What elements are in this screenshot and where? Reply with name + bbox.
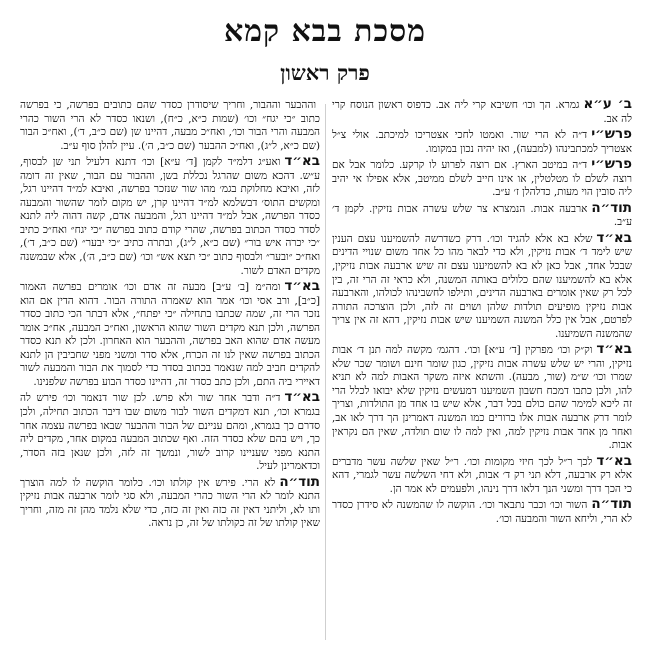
commentary-paragraph <box>332 498 632 526</box>
paragraph-heading: בא״ד <box>596 229 632 246</box>
paragraph-text: שלא בא אלא להגיד וכו׳. דרק כשדרשה להשמיענו עצם הענין שיש לימד ד׳ אבות נזיקין, ולא כדי לבאר מהו כל אחד משום שנויי הדינים שבכל אחד, אבל כאן לא בא להשמיענו עצם זה שיש ארבעה אבות נזיקין, אלא בא להשמיענו שהם כלולים באותה המשנה, ולא כראי זה הרי זה, בין לכל רק שאין אומרים בארבעה הדינים, ותילפו לחשבינהו לכולהו, והארבעה אבות נזיקין מופיעים תולדות שלהן ושוים זה לזה, ולכן הוצרכה התורה לפרטם, אבל אין כלל המשנה השמיענו שיש אבות נזיקין, דהא זה אין צריך שהמשנה השמיענו. <box>332 232 632 340</box>
commentary-paragraph <box>20 155 320 278</box>
paragraph-text: ד״ה במיטב הארץ. אם רוצה לפרוע לו קרקע. כלומר אבל אם רוצה לשלם לו מטלטלין, או אינו חייב לשלם ממיטב, אלא אפילו אי יהיב ליה סובין הוי מעות, כדלהלן ז׳ ע״ב. <box>332 159 632 199</box>
commentary-paragraph <box>332 229 632 341</box>
commentary-paragraph <box>332 343 632 452</box>
commentary-paragraph <box>332 452 632 497</box>
paragraph-heading: בא״ד <box>596 452 632 469</box>
commentary-column-left <box>20 98 320 646</box>
paragraph-text: ומה״מ [ב׳ ע״ב] מבעה זה אדם וכו׳ אומרים בפרשה האמור [כ״ב], ורב אסי וכו׳ אמר הוא שאמרה התורה הבור. דהוא הדין אם הוא נזכר הרי זה, שמה שכתבו בתחילה ״כי יפתח״, אלא דבתר הכי כתוב כסדר הפרשה, ולכן תנא מקדים השור שהוא הראשון, ואח״כ המבעה, אח״כ אומר מעשה אדם שהוא האב בפרשה, וההבער הוא האחרון. ולכן לא תנא כסדר הכתוב בפרשה שאין לנו זה הכרח, אלא סדר ומשני מפני שחביבין הן לתנא להקדים חביב למה שנאמר בכתוב בסדר כדי לסמוך את הבור והמבעה לשור דאיירי ביה התם, ולכן כתב כסדר זה, דהיינו כסדר הבוע בפרשה שלפנינו. <box>20 281 320 388</box>
paragraph-heading: בא״ד <box>284 389 320 406</box>
paragraph-text: גמרא. הך וכו׳ חשיבא קרי ליה אב. כדפוס ראשון הנוסח קרי לה אב. <box>332 99 632 125</box>
commentary-paragraph <box>20 473 320 531</box>
paragraph-heading: בא״ד <box>284 153 320 170</box>
paragraph-text: ד״ה ודבר אחר שור ולא פרש. לכן שור דנאמר וכו׳ פירש לה בגמרא וכו׳, תנא דמקדים השור לבור משום שבו דיבר הכתוב תחילה, ולכן סדרם כך בגמרא, ומהם עניינם של הבור וההבער שבאו בפרשה עצמה אחר כך, ויש בהם שלא כסדר הזה. ואף שכתוב המבעה במקום אחר, מקדים ליה התנא מפני שעניינו קרוב לשור, ונמשך זה לזה, ולכן שנאן בזה הסדר, וכדאמרינן לעיל. <box>20 392 320 473</box>
commentary-column-right <box>332 98 632 646</box>
paragraph-text: ארבעה אבות. הנמצרא צר שלש עשרה אבות נזיקין. לקמן ד׳ ע״ב. <box>332 202 632 229</box>
commentary-paragraph <box>20 280 320 389</box>
paragraph-text: וק״ק וכו׳ מפרקין [ד׳ ע״א] וכו׳. דהגמ׳ מקשה למה תנן ד׳ אבות נזיקין, והרי יש שלש עשרה אבות נזיקין, כגון שומר חינם ושומר שכר שלא שמרו וכו׳ ש״מ (שור, מבעה). והשתא איזה משקר האבות למה לא תניא להו, ולכן כתבו דמכח חשבון השמיענו דמעשים נזיקין שלא יבואו לכלל הרי זה ליכא למימר שהם כולם בכל דבר, אלא שיש בו אחד מן התולדות, וצריך לומר דרק ארבעה אבות אלו ברורים כמו המשנה דאמרינן הך דרך לאו אב, ואחר מן אחד אבות נזיקין למה, ואין למה לו שום תולדה, שאין הם נקראין אבות. <box>332 344 632 452</box>
commentary-paragraph <box>20 98 320 153</box>
paragraph-heading: ב׳ ע״א <box>583 98 632 112</box>
paragraph-heading: פרש״י <box>591 126 632 143</box>
paragraph-text: ואע״ג דלמ״ד לקמן [ד׳ ע״א] וכו׳ דתנא דלעיל תני שן לבסוף, ע״ש. דהכא משום שהרגל נכללת בשן, וההבור עם הבור, שאין זה דומה לזה, ואיבא מחלוקת בגמ׳ מהו שור שנזכר בפרשה, ואיבא למ״ד דהיינו רגל, ומקשים התוס׳ דבשלמא למ״ד דהיינו קרן, יש מקום לומר שהשור והמבעה כסדר הפרשה, אבל למ״ד דהיינו רגל, והמבעה אדם, קשה דהוה ליה לתנא לסדר כסדר הכתוב בפרשה, שהרי קודם כתוב בפרשה ״כי יגח״ ואח״כ כתיב ״כי יכרה איש בור״ (שם כ״א, ל״ג), ובתרה כתיב ״כי יבער״ (שם כ״ב, ד׳), ואח״כ ״ובער״ ולבסוף כתוב ״כי תצא אש״ וכו׳ (שם כ״ב, ה׳), אלא שבמשנה מקדים האדם לשור. <box>20 156 320 277</box>
commentary-paragraph <box>332 199 632 230</box>
paragraph-text: ד״ה לא הרי שור. ואמטו לחכי אצטריכו למיכתב. אולי צ״ל אצטריך למכתבינהו (למבעה), ואז יהיה נכון במקומו. <box>332 129 632 155</box>
paragraph-heading: בא״ד <box>284 278 320 295</box>
paragraph-heading: תוד״ה <box>591 199 632 216</box>
chapter-title: פרק ראשון <box>280 60 370 85</box>
paragraph-heading: תוד״ה <box>279 473 320 490</box>
paragraph-text: וההבער וההבור, וחריך שיסודרן כסדר שהם כתובים בפרשה, כי בפרשה כתוב ״כי יגח״ וכו׳ (שמות כ״א, כ״ח), ושנאו כסדר לא הרי השור כהרי המבעה והרי הבור וכו׳, ואח״כ מבעה, דהיינו שן (שם כ״ב, ד׳), ואח״כ הבור (שם כ״א, ל״ג), ואח״כ ההבער (שם כ״ב, ה׳). עיין להלן סוף ע״ב. <box>20 99 320 152</box>
paragraph-text: השור וכו׳ וכבר נתבאר וכו׳. הוקשה לו שהמשנה לא סידרן כסדר לא הרי, וליחא השור והמבעה וכו׳. <box>332 499 632 525</box>
commentary-paragraph <box>332 128 632 156</box>
paragraph-text: לכך ר״ל לכך חיזי מקומות וכו׳. ר״ל שאין שלשה עשר מדברים אלא רק ארבעה, דלא תני רק ד׳ אבות, ולא דחי השלשה עשר לגמרי, דהא כי הכך דרך ומשני הנך דלאו דרך נינהו, ולפעמים לא אמר הן. <box>332 455 632 495</box>
column-divider <box>325 104 326 640</box>
commentary-paragraph <box>332 98 632 126</box>
tractate-title: מסכת בבא קמא <box>224 14 426 49</box>
commentary-paragraph <box>332 158 632 200</box>
commentary-paragraph <box>20 391 320 473</box>
paragraph-heading: תוד״ה <box>591 496 632 513</box>
paragraph-text: לא הרי. פירש אין קולתו וכו׳. כלומר הוקשה לו למה הוצרך התנא לומר לא הרי השור כהרי המבעה, ולא סגי לומר ארבעה אבות נזיקין ותו לא, וליתני דאין זה כזה ואין זה כזה, כדי שלא נלמד מהן זה מזה, וחריך שאין קולתו של זה כקולתו של זה, כן נראה. <box>20 476 320 530</box>
paragraph-heading: בא״ד <box>596 341 632 358</box>
paragraph-heading: פרש״י <box>591 156 632 173</box>
